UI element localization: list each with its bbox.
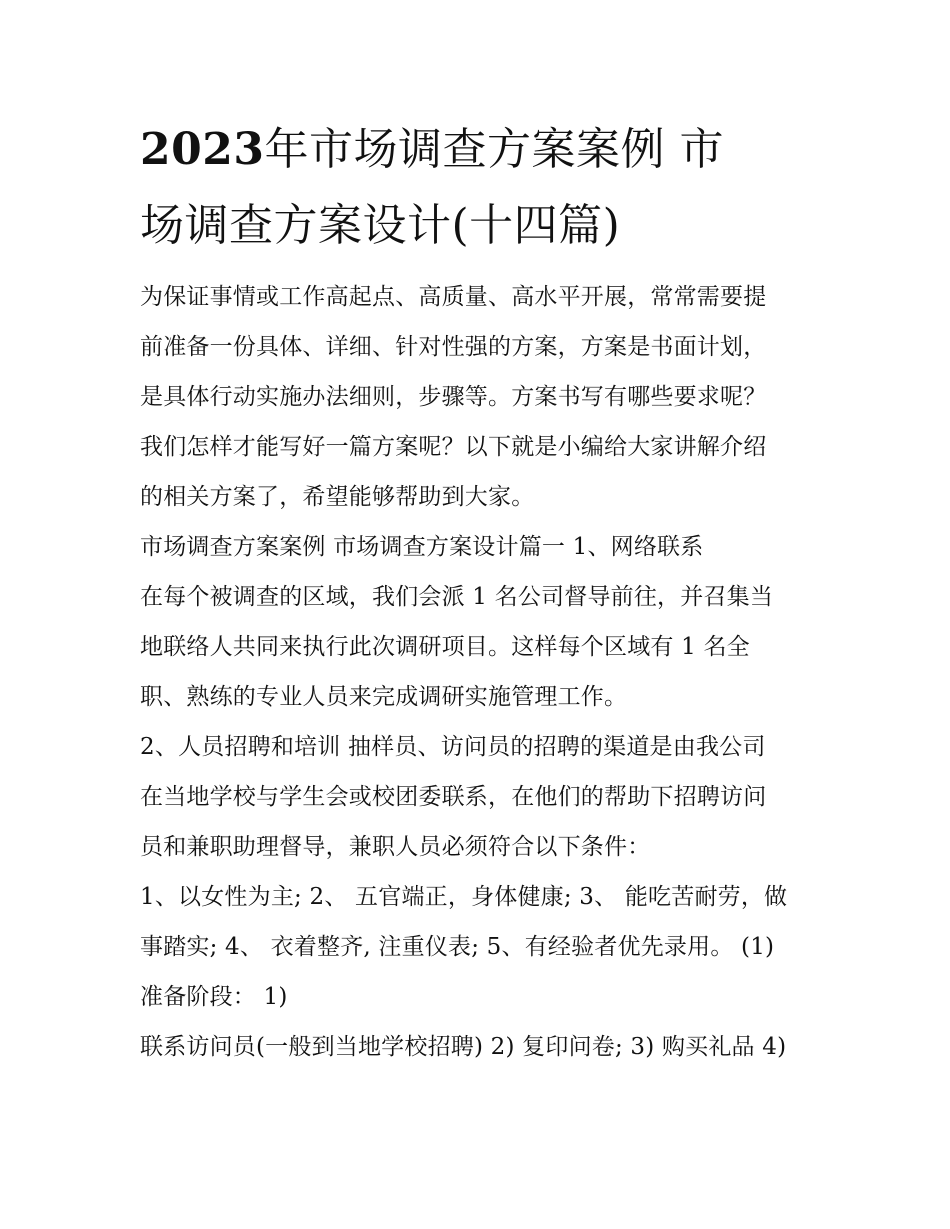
title-year: 2023: [140, 124, 265, 175]
body-line: 事踏实; 4、 衣着整齐, 注重仪表; 5、有经验者优先录用。 (1): [140, 934, 775, 960]
body-line: 在当地学校与学生会或校团委联系，在他们的帮助下招聘访问: [140, 784, 767, 810]
body-line: 员和兼职助理督导，兼职人员必须符合以下条件：: [140, 834, 651, 860]
recruitment-paragraph: [140, 722, 815, 872]
document-title: [140, 112, 815, 264]
intro-line: 前准备一份具体、详细、针对性强的方案，方案是书面计划，: [140, 334, 767, 360]
document-page: [140, 112, 815, 1072]
body-line: 联系访问员(一般到当地学校招聘) 2) 复印问卷; 3) 购买礼品 4): [140, 1034, 787, 1060]
body-line: 职、熟练的专业人员来完成调研实施管理工作。: [140, 684, 628, 710]
intro-line: 的相关方案了，希望能够帮助到大家。: [140, 484, 535, 510]
section-heading-text: 市场调查方案案例 市场调查方案设计篇一 1、网络联系: [140, 534, 704, 560]
intro-paragraph: [140, 272, 815, 522]
intro-line: 是具体行动实施办法细则，步骤等。方案书写有哪些要求呢？: [140, 384, 767, 410]
network-contact-paragraph: [140, 572, 815, 722]
title-line-2: 场调查方案设计(十四篇): [140, 200, 621, 251]
preparation-paragraph: [140, 1022, 815, 1072]
intro-line: 我们怎样才能写好一篇方案呢？以下就是小编给大家讲解介绍: [140, 434, 767, 460]
body-line: 地联络人共同来执行此次调研项目。这样每个区域有 1 名全: [140, 634, 750, 660]
body-line: 2、人员招聘和培训 抽样员、访问员的招聘的渠道是由我公司: [140, 734, 766, 760]
body-line: 准备阶段： 1): [140, 984, 288, 1010]
section-heading: [140, 522, 815, 572]
intro-line: 为保证事情或工作高起点、高质量、高水平开展，常常需要提: [140, 284, 767, 310]
body-line: 1、以女性为主; 2、 五官端正，身体健康; 3、 能吃苦耐劳，做: [140, 884, 788, 910]
body-line: 在每个被调查的区域，我们会派 1 名公司督导前往，并召集当: [140, 584, 774, 610]
conditions-paragraph: [140, 872, 815, 1022]
title-line-1: [140, 112, 815, 188]
title-line-1-text: 年市场调查方案案例 市: [264, 124, 724, 175]
